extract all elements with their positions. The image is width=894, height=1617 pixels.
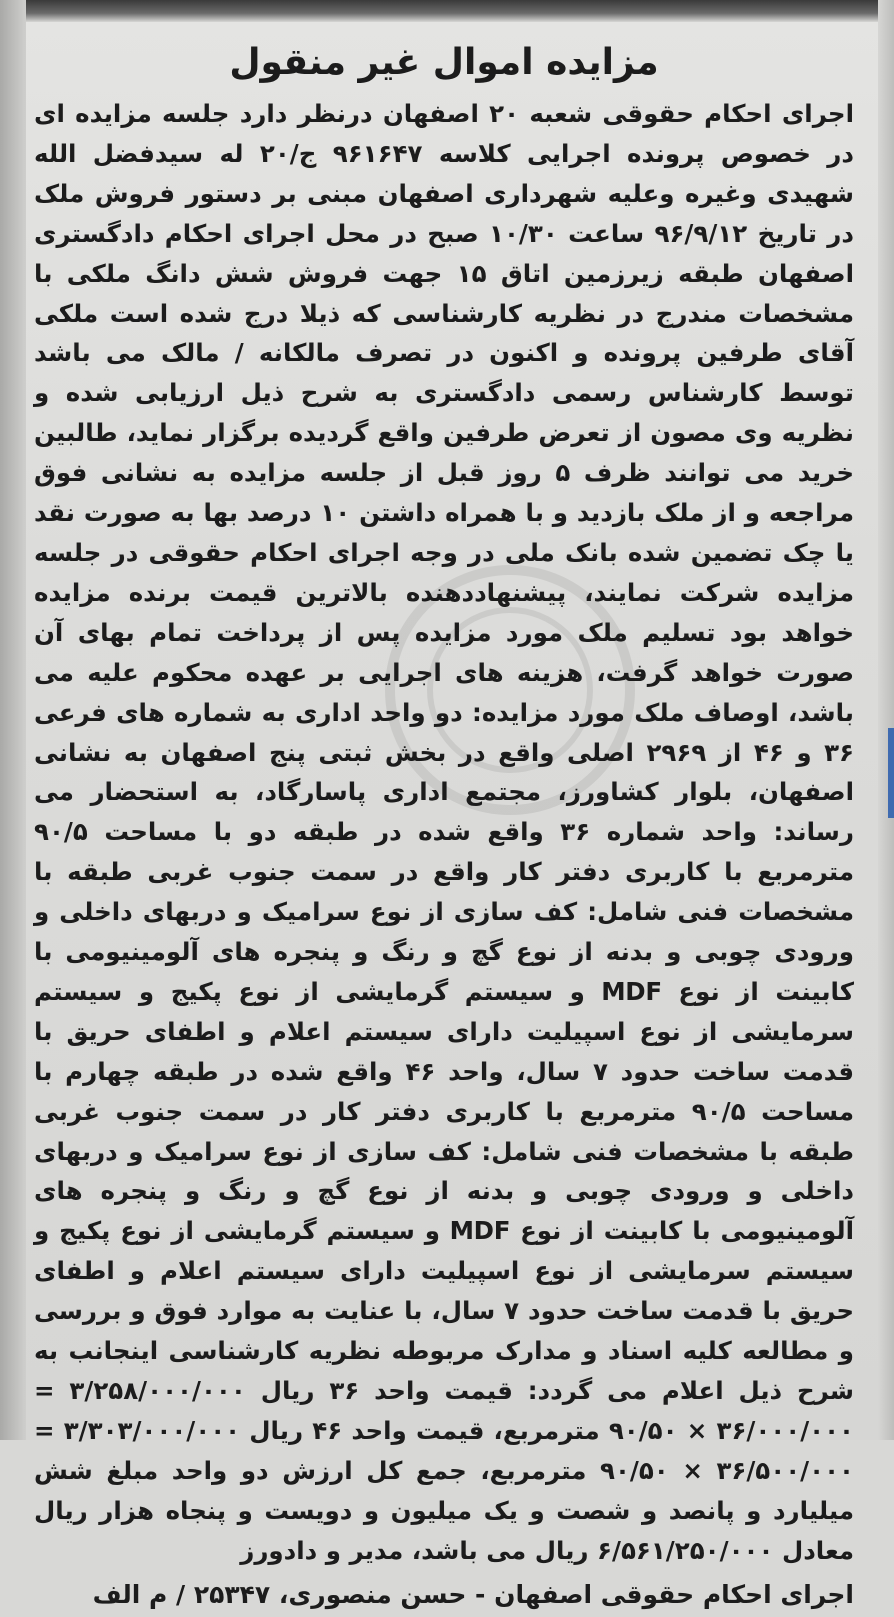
right-edge-mark — [888, 728, 894, 818]
notice-title: مزایده اموال غیر منقول — [229, 42, 659, 83]
right-paper-edge — [878, 0, 894, 1440]
top-shadow-strip — [0, 0, 894, 22]
notice-signature: اجرای احکام حقوقی اصفهان - حسن منصوری، ۲۵۳۴۷ / م الف — [92, 1579, 854, 1609]
notice-body: اجرای احکام حقوقی شعبه ۲۰ اصفهان درنظر دارد جلسه مزایده ای در خصوص پرونده اجرایی کلاسه ۹۶۱۶۴۷ ج/۲۰ له سیدفضل الله شهیدی وغیره وعلیه شهرداری اصفهان مبنی بر دستور فروش ملک در تاریخ ۹۶/۹/۱۲ ساعت ۱۰/۳۰ صبح در محل اجرای احکام دادگستری اصفهان طبقه زیرزمین اتاق ۱۵ جهت فروش شش دانگ ملکی با مشخصات مندرج در نظریه کارشناسی که ذیلا درج شده است ملکی آقای طرفین پرونده و اکنون در تصرف مالکانه / مالک می باشد توسط کارشناس رسمی دادگستری به شرح ذیل ارزیابی شده و نظریه وی مصون از تعرض طرفین واقع گردیده برگزار نماید، طالبین خرید می توانند ظرف ۵ روز قبل از جلسه مزایده به نشانی فوق مراجعه و از ملک بازدید و با همراه داشتن ۱۰ درصد بها به صورت نقد یا چک تضمین شده بانک ملی در وجه اجرای احکام حقوقی در جلسه مزایده شرکت نمایند، پیشنهاددهنده بالاترین قیمت برنده مزایده خواهد بود تسلیم ملک مورد مزایده پس از پرداخت تمام بهای آن صورت خواهد گرفت، هزینه های اجرایی بر عهده محکوم علیه می باشد، اوصاف ملک مورد مزایده: دو واحد اداری به شماره های فرعی ۳۶ و ۴۶ از ۲۹۶۹ اصلی واقع در بخش ثبتی پنج اصفهان به نشانی اصفهان، بلوار کشاورز، مجتمع اداری پاسارگاد، به استحضار می رساند: واحد شماره ۳۶ واقع شده در طبقه دو با مساحت ۹۰/۵ مترمربع با کاربری دفتر کار واقع در سمت جنوب غربی طبقه با مشخصات فنی شامل: کف سازی از نوع سرامیک و دربهای داخلی و ورودی چوبی و بدنه از نوع گچ و رنگ و پنجره های آلومینیومی با کابینت از نوع MDF و سیستم گرمایشی از نوع پکیج و سیستم سرمایشی از نوع اسپیلیت دارای سیستم اعلام و اطفای حریق با قدمت ساخت حدود ۷ سال، واحد ۴۶ واقع شده در طبقه چهارم با مساحت ۹۰/۵ مترمربع با کاربری دفتر کار در سمت جنوب غربی طبقه با مشخصات فنی شامل: کف سازی از نوع سرامیک و دربهای داخلی و ورودی چوبی و بدنه از نوع گچ و رنگ و پنجره های آلومینیومی با کابینت از نوع MDF و سیستم گرمایشی از نوع پکیج و سیستم سرمایشی از نوع اسپیلیت دارای سیستم اعلام و اطفای حریق با قدمت ساخت حدود ۷ سال، با عنایت به موارد فوق و بررسی و مطالعه کلیه اسناد و مدارک مربوطه نظریه کارشناسی اینجانب به شرح ذیل اعلام می گردد: قیمت واحد ۳۶ ریال ۳/۲۵۸/۰۰۰/۰۰۰ = ۳۶/۰۰۰/۰۰۰ × ۹۰/۵۰ مترمربع، قیمت واحد ۴۶ ریال ۳/۳۰۳/۰۰۰/۰۰۰ = ۳۶/۵۰۰/۰۰۰ × ۹۰/۵۰ مترمربع، جمع کل ارزش دو واحد مبلغ شش میلیارد و پانصد و شصت و یک میلیون و دویست و پنجاه هزار ریال معادل ۶/۵۶۱/۲۵۰/۰۰۰ ریال می باشد، مدیر و دادورز — [34, 99, 855, 1565]
auction-notice — [34, 30, 855, 1609]
left-paper-edge — [0, 0, 26, 1440]
